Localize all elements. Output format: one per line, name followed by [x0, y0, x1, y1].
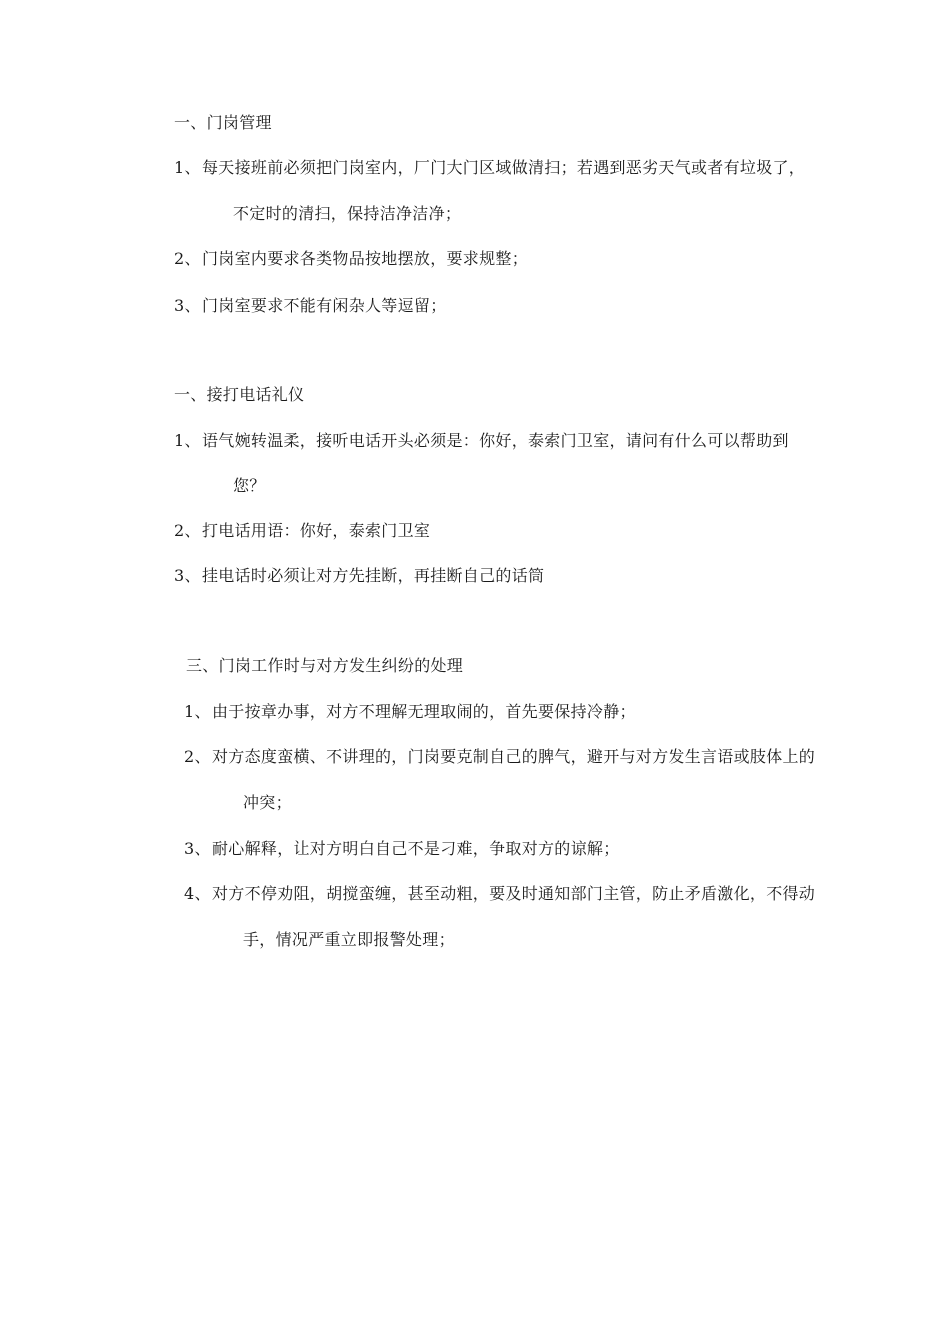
list-item-text: 打电话用语：你好，泰索门卫室 [202, 521, 431, 540]
section-heading: 一、接打电话礼仪 [174, 385, 305, 404]
list-item-number: 3、 [184, 839, 211, 858]
list-item-number: 1、 [174, 158, 201, 177]
list-item-text: 挂电话时必须让对方先挂断，再挂断自己的话筒 [202, 566, 545, 585]
list-item-text: 对方不停劝阻，胡搅蛮缠，甚至动粗，要及时通知部门主管，防止矛盾激化，不得动 [212, 884, 816, 903]
section-heading: 一、门岗管理 [174, 113, 272, 132]
list-item-number: 4、 [184, 884, 211, 903]
list-item-text: 每天接班前必须把门岗室内，厂门大门区域做清扫；若遇到恶劣天气或者有垃圾了， [202, 158, 806, 177]
list-item-continuation: 冲突； [243, 793, 292, 812]
list-item-number: 1、 [174, 431, 201, 450]
list-item-text: 耐心解释，让对方明白自己不是刁难，争取对方的谅解； [212, 839, 620, 858]
list-item-number: 2、 [184, 747, 211, 766]
section-heading: 三、门岗工作时与对方发生纠纷的处理 [186, 656, 464, 675]
list-item-number: 1、 [184, 702, 211, 721]
list-item-number: 2、 [174, 249, 201, 268]
list-item-text: 门岗室内要求各类物品按地摆放，要求规整； [202, 249, 529, 268]
list-item-number: 2、 [174, 521, 201, 540]
list-item-number: 3、 [174, 296, 201, 315]
list-item-text: 门岗室要求不能有闲杂人等逗留； [202, 296, 447, 315]
list-item-text: 对方态度蛮横、不讲理的，门岗要克制自己的脾气，避开与对方发生言语或肢体上的 [212, 747, 816, 766]
list-item-text: 语气婉转温柔，接听电话开头必须是：你好，泰索门卫室，请问有什么可以帮助到 [202, 431, 789, 450]
list-item-text: 由于按章办事，对方不理解无理取闹的，首先要保持冷静； [212, 702, 636, 721]
list-item-continuation: 手，情况严重立即报警处理； [243, 930, 455, 949]
list-item-continuation: 不定时的清扫，保持洁净洁净； [233, 204, 462, 223]
list-item-continuation: 您？ [233, 476, 266, 495]
list-item-number: 3、 [174, 566, 201, 585]
